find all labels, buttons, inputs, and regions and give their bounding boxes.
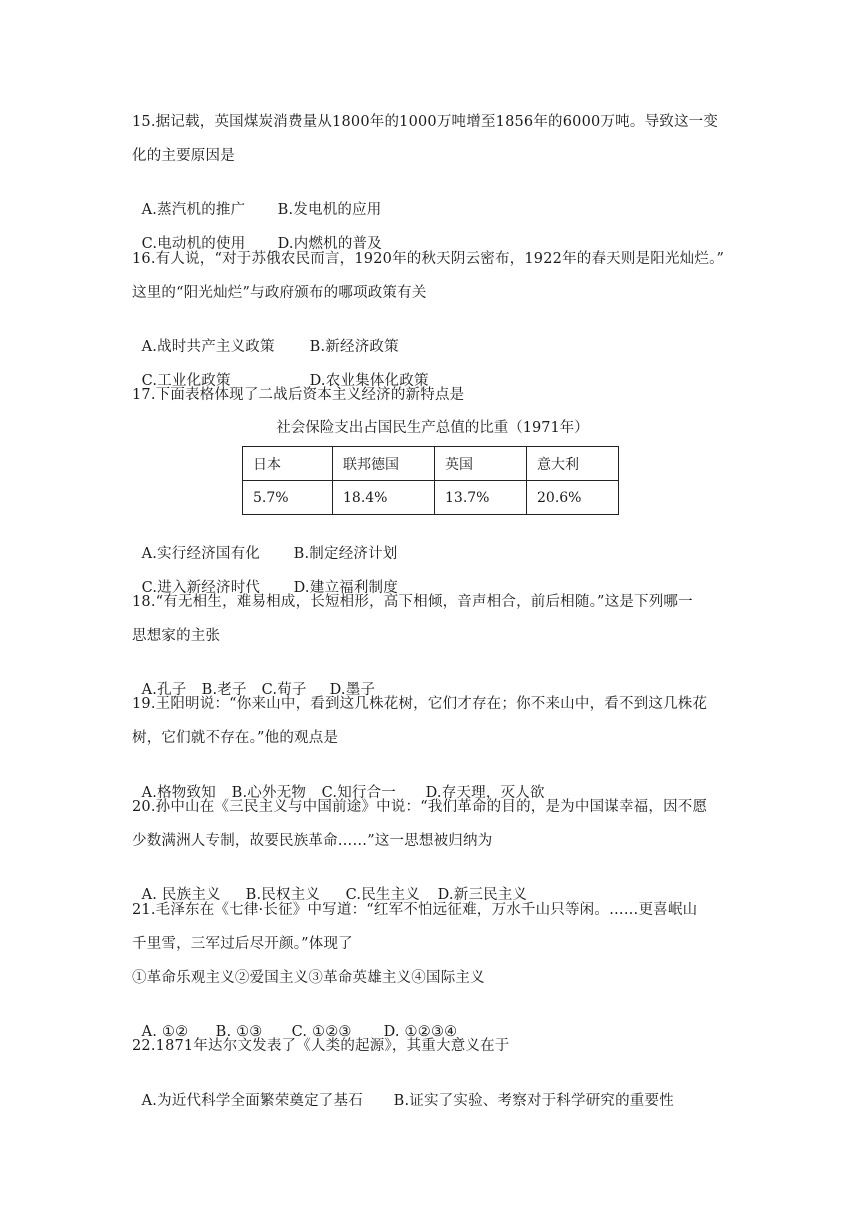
q17-stem-line1: 17.下面表格体现了二战后资本主义经济的新特点是 [132, 387, 465, 403]
q21-stem-line3: ①革命乐观主义②爱国主义③革命英雄主义④国际主义 [132, 970, 485, 986]
q19-stem-line2: 树，它们就不存在。”他的观点是 [132, 730, 339, 746]
q18-option-d: D.墨子 [329, 682, 376, 698]
q22-stem-line1: 22.1871年达尔文发表了《人类的起源》，其重大意义在于 [132, 1038, 510, 1054]
q19-option-d: D.存天理，灭人欲 [425, 785, 545, 801]
q21-stem-line1: 21.毛泽东在《七律·长征》中写道：“红军不怕远征难，万水千山只等闲。……更喜岷山 [132, 902, 698, 918]
q17-option-b: B.制定经济计划 [293, 546, 398, 562]
q18-option-a: A.孔子 [141, 682, 187, 698]
q16-option-a: A.战时共产主义政策 [141, 339, 275, 355]
table-value-cell: 13.7% [435, 481, 527, 515]
q16-option-b: B.新经济政策 [309, 339, 399, 355]
q19-stem-line1: 19.王阳明说：“你来山中，看到这几株花树，它们才存在；你不来山中，看不到这几株花 [132, 696, 708, 712]
table-value-cell: 5.7% [243, 481, 333, 515]
q15-options-row2 [132, 214, 382, 254]
table-header-cell: 联邦德国 [333, 447, 435, 481]
q21-option-a: A. ①② [141, 1024, 189, 1040]
q15-option-d: D.内燃机的普及 [277, 236, 382, 252]
table-value-cell: 18.4% [333, 481, 435, 515]
q22-option-b: B.证实了实验、考察对于科学研究的重要性 [393, 1093, 674, 1109]
q15-stem-line2: 化的主要原因是 [132, 148, 235, 164]
social-insurance-table [242, 446, 619, 515]
q16-option-c: C.工业化政策 [141, 373, 231, 389]
q20-option-d: D.新三民主义 [437, 887, 528, 903]
q15-option-b: B.发电机的应用 [277, 202, 382, 218]
q21-option-d: D. ①②③④ [383, 1024, 458, 1040]
table-header-row [243, 447, 619, 481]
q19-option-b: B.心外无物 [231, 785, 307, 801]
q21-stem-line2: 千里雪，三军过后尽开颜。”体现了 [132, 936, 353, 952]
table-value-cell: 20.6% [527, 481, 619, 515]
q19-option-a: A.格物致知 [141, 785, 216, 801]
q22-option-a: A.为近代科学全面繁荣奠定了基石 [141, 1093, 363, 1109]
q17-option-a: A.实行经济国有化 [141, 546, 261, 562]
q21-option-b: B. ①③ [215, 1024, 263, 1040]
table-value-row [243, 481, 619, 515]
q16-option-d: D.农业集体化政策 [309, 373, 429, 389]
q19-option-c: C.知行合一 [321, 785, 397, 801]
table-caption: 社会保险支出占国民生产总值的比重（1971年） [276, 420, 589, 436]
q15-option-c: C.电动机的使用 [141, 236, 246, 252]
q15-stem-line1: 15.据记载，英国煤炭消费量从1800年的1000万吨增至1856年的6000万吨。导致这一变 [132, 114, 719, 130]
table-header-cell: 意大利 [527, 447, 619, 481]
q20-option-b: B.民权主义 [245, 887, 321, 903]
q16-stem-line2: 这里的“阳光灿烂”与政府颁布的哪项政策有关 [132, 285, 427, 301]
q18-option-b: B.老子 [201, 682, 247, 698]
q21-option-c: C. ①②③ [291, 1024, 352, 1040]
q17-option-c: C.进入新经济时代 [141, 580, 261, 596]
q17-option-d: D.建立福利制度 [293, 580, 398, 596]
q20-option-a: A. 民族主义 [141, 887, 221, 903]
q18-stem-line1: 18.“有无相生，难易相成，长短相形，高下相倾，音声相合，前后相随。”这是下列哪一 [132, 594, 693, 610]
q20-option-c: C.民生主义 [345, 887, 421, 903]
table-header-cell: 日本 [243, 447, 333, 481]
q20-stem-line1: 20.孙中山在《三民主义与中国前途》中说：“我们革命的目的，是为中国谋幸福，因不愿 [132, 799, 708, 815]
q16-stem-line1: 16.有人说，“对于苏俄农民而言，1920年的秋天阴云密布，1922年的春天则是阳光灿烂。” [132, 251, 725, 267]
q18-stem-line2: 思想家的主张 [132, 628, 221, 644]
q15-option-a: A.蒸汽机的推广 [141, 202, 246, 218]
q22-options-row [132, 1071, 674, 1111]
q20-stem-line2: 少数满洲人专制，故要民族革命……”这一思想被归纳为 [132, 833, 493, 849]
table-header-cell: 英国 [435, 447, 527, 481]
q20-options-row [132, 865, 527, 905]
q18-option-c: C.荀子 [261, 682, 307, 698]
